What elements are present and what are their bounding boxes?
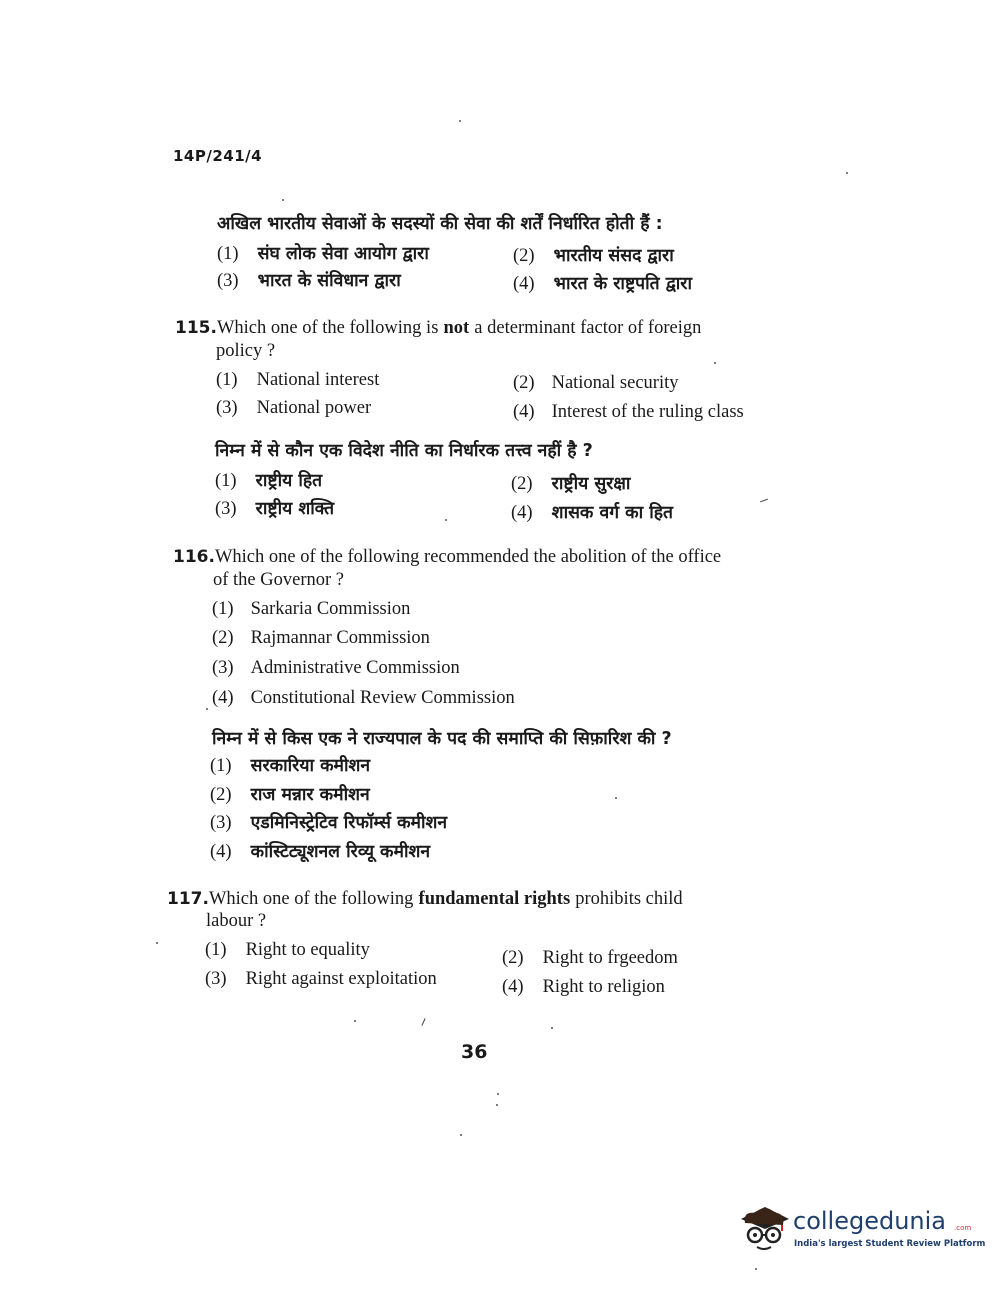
q115-hindi-option-1: (1) राष्ट्रीय हित [215, 471, 323, 491]
q114-hindi-stem: अखिल भारतीय सेवाओं के सदस्यों की सेवा की शर्तें निर्धारित होती हैं : [217, 214, 663, 234]
q117-option-1: (1) Right to equality [205, 940, 370, 960]
q116-hindi-option-2: (2) राज मन्नार कमीशन [210, 785, 370, 805]
q117-stem: 117.Which one of the following fundamental rights prohibits child [167, 889, 683, 909]
q116-hindi-option-1: (1) सरकारिया कमीशन [210, 756, 371, 776]
q116-option-2: (2) Rajmannar Commission [212, 628, 430, 648]
q115-hindi-stem: निम्न में से कौन एक विदेश नीति का निर्धारक तत्त्व नहीं है ? [215, 441, 593, 461]
q114-hindi-option-1: (1) संघ लोक सेवा आयोग द्वारा [217, 244, 429, 264]
page-number: 36 [461, 1041, 488, 1063]
q115-stem: 115.Which one of the following is not a determinant factor of foreign [175, 318, 702, 338]
scan-speck [156, 942, 158, 944]
scan-speck [282, 199, 284, 201]
q117-option-4: (4) Right to religion [502, 977, 665, 997]
q116-hindi-option-4: (4) कांस्टिट्यूशनल रिव्यू कमीशन [210, 842, 431, 862]
q115-option-2: (2) National security [513, 373, 679, 393]
scan-speck [445, 519, 447, 521]
q116-stem: 116.Which one of the following recommended the abolition of the office [173, 547, 722, 567]
paper-code: 14P/241/4 [173, 147, 263, 165]
q114-hindi-option-4: (4) भारत के राष्ट्रपति द्वारा [513, 274, 692, 294]
scan-speck [755, 1268, 757, 1270]
q114-hindi-option-3: (3) भारत के संविधान द्वारा [217, 271, 401, 291]
q116-option-3: (3) Administrative Commission [212, 658, 460, 678]
watermark-name: collegedunia [793, 1207, 947, 1235]
scan-speck [846, 172, 848, 174]
q115-option-3: (3) National power [216, 398, 372, 418]
question-number: 117. [167, 889, 209, 909]
watermark-tagline: India's largest Student Review Platform [794, 1239, 986, 1249]
q114-hindi-option-2: (2) भारतीय संसद द्वारा [513, 246, 674, 266]
collegedunia-watermark [735, 1197, 986, 1257]
q116-hindi-stem: निम्न में से किस एक ने राज्यपाल के पद की समाप्ति की सिफ़ारिश की ? [212, 729, 672, 749]
mascot-logo-icon [735, 1197, 793, 1257]
scan-speck [459, 120, 461, 122]
scan-speck [497, 1093, 499, 1095]
scan-mark [421, 1018, 425, 1026]
scan-speck [496, 1104, 498, 1106]
q117-stem-line2: labour ? [206, 911, 267, 931]
q115-hindi-option-3: (3) राष्ट्रीय शक्ति [215, 499, 335, 519]
scan-speck [354, 1020, 356, 1022]
q117-option-3: (3) Right against exploitation [205, 969, 437, 989]
scan-mark [760, 499, 768, 503]
scan-speck [460, 1134, 462, 1136]
q116-hindi-option-3: (3) एडमिनिस्ट्रेटिव रिफॉर्म्स कमीशन [210, 813, 448, 833]
q115-stem-line2: policy ? [216, 341, 276, 361]
scan-speck [551, 1027, 553, 1029]
q115-option-4: (4) Interest of the ruling class [513, 402, 744, 422]
q116-option-4: (4) Constitutional Review Commission [212, 688, 515, 708]
q115-option-1: (1) National interest [216, 370, 380, 390]
q117-option-2: (2) Right to frgeedom [502, 948, 678, 968]
q115-hindi-option-4: (4) शासक वर्ग का हित [511, 503, 674, 523]
scan-speck [615, 797, 617, 799]
scan-speck [206, 708, 208, 710]
q115-hindi-option-2: (2) राष्ट्रीय सुरक्षा [511, 474, 631, 494]
watermark-suffix: .com [954, 1224, 972, 1232]
question-number: 116. [173, 547, 215, 567]
question-number: 115. [175, 318, 217, 338]
scan-speck [714, 362, 716, 364]
q116-option-1: (1) Sarkaria Commission [212, 599, 411, 619]
q116-stem-line2: of the Governor ? [213, 570, 344, 590]
